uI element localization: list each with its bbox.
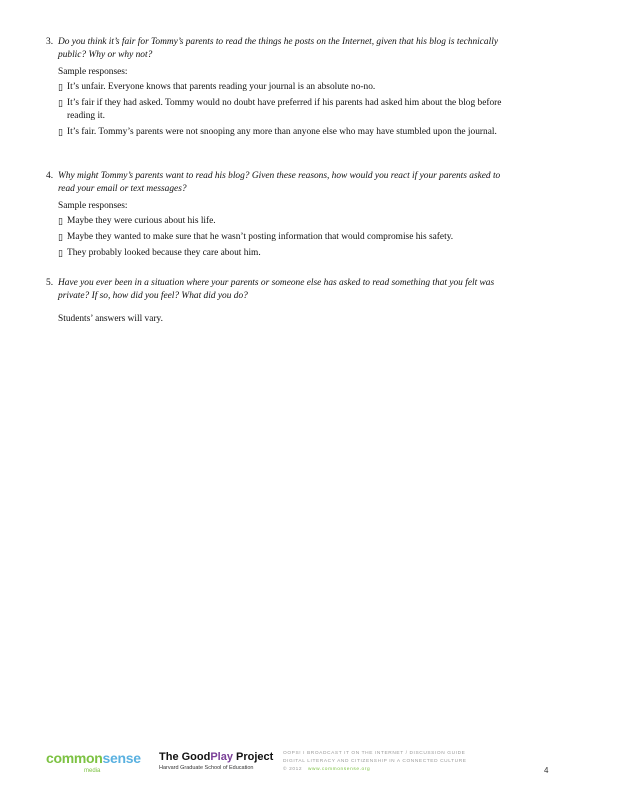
checkbox-bullet-icon: ▯ [58,232,63,242]
question-number: 5. [46,278,54,288]
checkbox-bullet-icon: ▯ [58,98,63,108]
checkbox-bullet-icon: ▯ [58,82,63,92]
footer-curriculum-title: DIGITAL LITERACY AND CITIZENSHIP IN A CONNECTED CULTURE [283,759,467,764]
page-footer [0,748,618,788]
list-item: ▯ Maybe they wanted to make sure that he wasn’t posting information that would compromise his safety. [58,232,454,242]
question-3 [46,36,516,142]
sample-responses-label: Sample responses: [58,67,128,77]
goodplay-logo: The GoodPlay Project [159,751,274,763]
checkbox-bullet-icon: ▯ [58,127,63,137]
question-5 [46,277,516,326]
checkbox-bullet-icon: ▯ [58,216,63,226]
list-item: ▯ They probably looked because they care about him. [58,248,261,258]
list-item: ▯ It’s fair. Tommy’s parents were not snooping any more than anyone else who may have stumbled upon the journal. [58,127,497,137]
answer-text: Students’ answers will vary. [58,314,163,324]
footer-url-link[interactable]: www.commonsense.org [307,767,371,772]
question-4 [46,170,516,263]
response-list [58,81,516,139]
page-number: 4 [544,766,549,775]
list-item: ▯ It’s fair if they had asked. Tommy would no doubt have preferred if his parents had asked him about the blog before reading it. [58,98,502,121]
sample-responses-label: Sample responses: [58,201,128,211]
checkbox-bullet-icon: ▯ [58,248,63,258]
question-number: 4. [46,171,54,181]
question-text: Why might Tommy’s parents want to read his blog? Given these reasons, how would you react if your parents asked to read your email or text messages? [58,171,501,194]
footer-guide-title: OOPS! I BROADCAST IT ON THE INTERNET / DISCUSSION GUIDE [283,751,466,756]
footer-copyright: © 2012 www.commonsense.org [283,767,371,772]
common-sense-logo: commonsense [46,750,141,766]
response-list [58,215,516,260]
list-item: ▯ Maybe they were curious about his life. [58,216,216,226]
question-text: Have you ever been in a situation where your parents or someone else has asked to read something that you felt was private? If so, how did you feel? What did you do? [58,278,495,301]
common-sense-media-label: media [84,768,101,774]
question-text: Do you think it’s fair for Tommy’s parents to read the things he posts on the Internet, given that his blog is technically public? Why or why not? [58,37,498,60]
list-item: ▯ It’s unfair. Everyone knows that parents reading your journal is an absolute no-no. [58,82,376,92]
question-number: 3. [46,37,54,47]
goodplay-subtitle: Harvard Graduate School of Education [159,765,254,771]
